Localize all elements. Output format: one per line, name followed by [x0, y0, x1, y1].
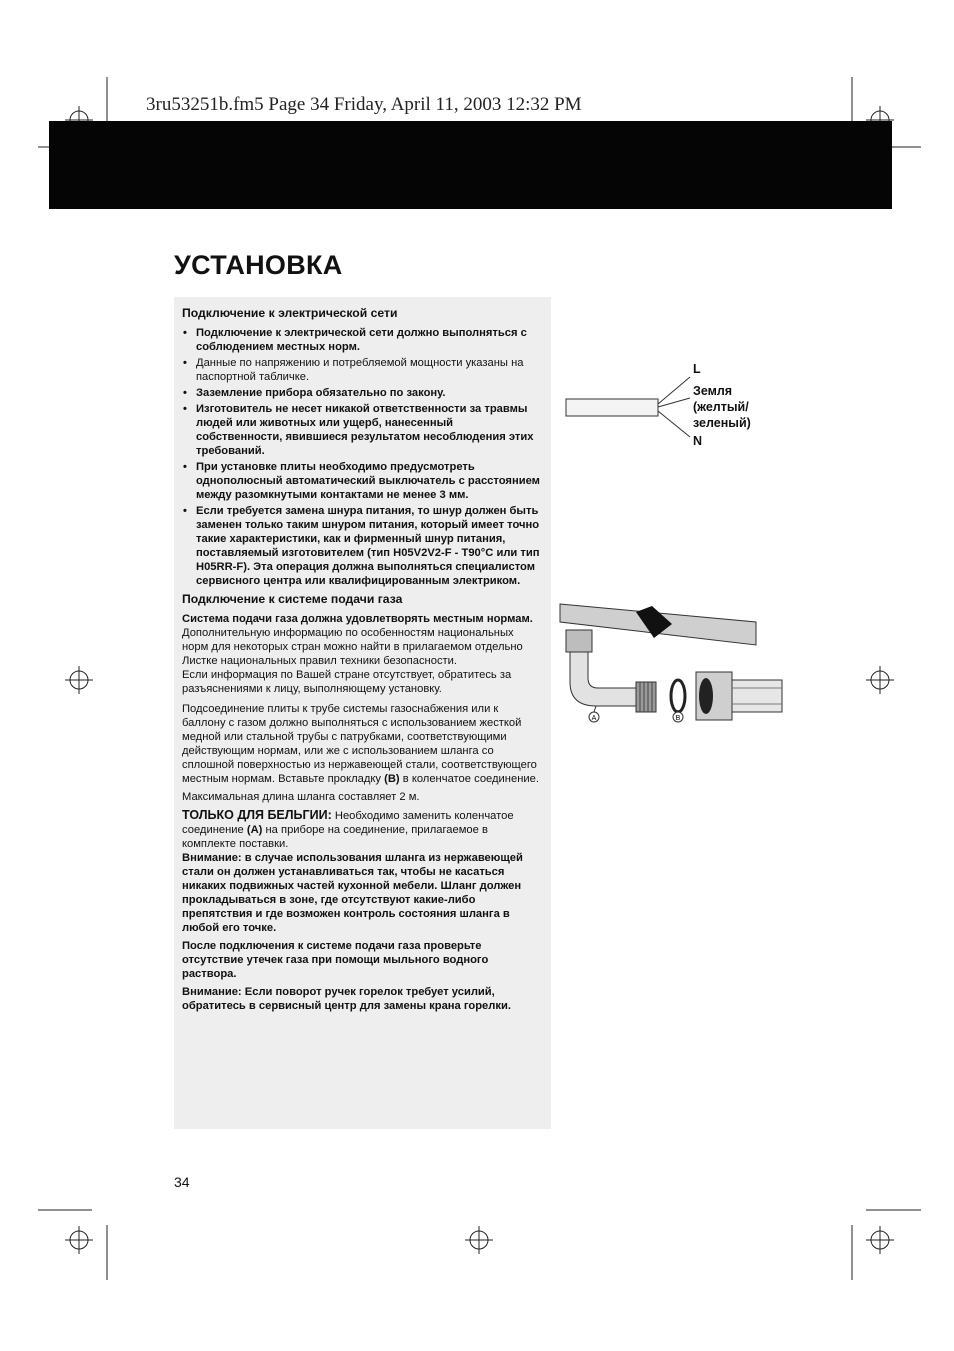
belgium-text: Необходимо заменить коленчатое соединение [182, 810, 514, 836]
gas-connection-text [182, 702, 540, 786]
gas-info-2: Если информация по Вашей стране отсутствует, обратитесь за разъяснениями к лицу, выполняющему установку. [182, 669, 512, 695]
gas-connection-diagram [556, 600, 786, 735]
wire-label-neutral: N [693, 434, 703, 448]
electric-heading: Подключение к электрической сети [182, 306, 398, 320]
power-cord-diagram [560, 367, 680, 447]
elbow-ref: (A) [246, 824, 263, 836]
list-item: • Если требуется замена шнура питания, то шнур должен быть заменен только таким шнуром питания, который имеет точно такие характеристики, как и фирменный шнур питания, поставляемый изготовителем (тип H05V2V2-F - T90°C или тип H05RR-F). Эта операция должна выполняться специалистом сервисного центра или квалифицированным электриком. [182, 504, 540, 588]
list-item: • Изготовитель не несет никакой ответственности за травмы людей или животных или ущерб, нанесенный собственности, явившиеся результатом несоблюдения этих требований. [182, 402, 540, 458]
leak-check-text: После подключения к системе подачи газа проверьте отсутствие утечек газа при помощи мыльного водного раствора. [182, 940, 489, 980]
list-item: • Подключение к электрической сети должно выполняться с соблюдением местных норм. [182, 326, 540, 354]
gas-heading: Подключение к системе подачи газа [182, 592, 403, 606]
knob-warning: Внимание: Если поворот ручек горелок требует усилий, обратитесь в сервисный центр для замены крана горелки. [182, 986, 511, 1012]
page-title: УСТАНОВКА [174, 250, 343, 280]
list-item: • Данные по напряжению и потребляемой мощности указаны на паспортной табличке. [182, 356, 540, 384]
wire-label-earth: Земля (желтый/ зеленый) [693, 384, 751, 430]
list-item: • Заземление прибора обязательно по закону. [182, 386, 540, 400]
gas-info-1: Дополнительную информацию по особенностям национальных норм для некоторых стран можно найти в прилагаемом отдельно Листке национальных правил техники безопасности. [182, 627, 523, 667]
page-number: 34 [174, 1174, 190, 1190]
belgium-tail: на приборе на соединение, прилагаемое в комплекте поставки. [182, 824, 488, 850]
list-item: • При установке плиты необходимо предусмотреть однополюсный автоматический выключатель с расстоянием между разомкнутыми контактами не менее 3 мм. [182, 460, 540, 502]
hose-warning: Внимание: в случае использования шланга из нержавеющей стали он должен устанавливаться так, чтобы не касаться никаких подвижных частей кухонной мебели. Шланг должен прокладываться в зоне, где отсутствуют какие-либо препятствия и где возможен контроль состояния шланга в любой его точке. [182, 852, 523, 934]
callout-a-label: A [591, 715, 597, 722]
wire-label-live: L [693, 362, 701, 376]
gas-intro: Система подачи газа должна удовлетворять местным нормам. [182, 613, 533, 625]
file-slug: 3ru53251b.fm5 Page 34 Friday, April 11, 2003 12:32 PM [146, 94, 582, 115]
electric-list [182, 326, 540, 588]
gas-connection-body: Подсоединение плиты к трубе системы газоснабжения или к баллону с газом должно выполняться с использованием жесткой медной или стальной трубы с патрубками, соответствующими действующим нормам, или же с использованием шланга со сплошной поверхностью из нержавеющей стали, соответствующего местным нормам. Вставьте прокладку [182, 703, 537, 785]
header-band [49, 121, 892, 209]
callout-b-label: B [675, 715, 681, 722]
belgium-label: ТОЛЬКО ДЛЯ БЕЛЬГИИ: [182, 808, 332, 822]
gas-connection-tail: в коленчатое соединение. [399, 773, 539, 785]
belgium-note [182, 808, 540, 851]
instructions-panel [174, 297, 551, 1129]
max-length-text: Максимальная длина шланга составляет 2 м. [182, 791, 420, 803]
gasket-ref: (B) [384, 773, 400, 785]
